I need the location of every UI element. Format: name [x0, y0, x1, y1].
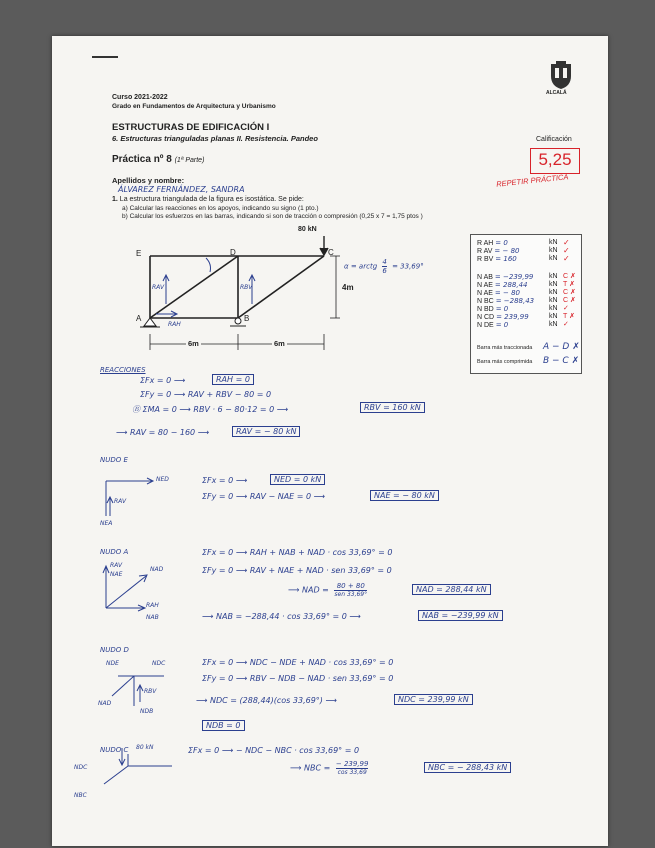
truss-diagram	[52, 36, 608, 846]
span-2-dimension: 6m	[274, 339, 285, 348]
result-unit: kN	[549, 255, 558, 262]
node-e-ned: NED	[156, 476, 169, 483]
node-e-label: E	[136, 249, 142, 258]
node-d-title: NUDO D	[100, 646, 129, 654]
node-c-ndc: NDC	[74, 764, 88, 771]
eq-node-e-1: ΣFx = 0 ⟶	[202, 476, 248, 485]
alpha-num: 4	[382, 258, 387, 266]
node-a-rah: RAH	[146, 602, 159, 609]
logo-text: ALCALÁ	[546, 90, 567, 96]
result-unit: kN	[549, 305, 558, 312]
eq-reactions-4: ⟶ RAV = 80 − 160 ⟶	[116, 428, 210, 437]
topic: 6. Estructuras trianguladas planas II. Resistencia. Pandeo	[112, 134, 318, 143]
eq-node-a-3-pre: ⟶ NAD =	[288, 585, 329, 595]
eq-node-a-4-result: NAB = −239,99 kN	[418, 610, 503, 621]
eq-node-a-3-result: NAD = 288,44 kN	[412, 584, 491, 595]
eq-node-c-2-den: cos 33,69	[337, 769, 367, 776]
node-d-nde: NDE	[106, 660, 119, 667]
result-mark: ✓	[563, 246, 570, 255]
eq-reactions-3: Ⓑ ΣMA = 0 ⟶ RBV · 6 − 80·12 = 0 ⟶	[132, 405, 289, 414]
eq-node-c-2-result: NBC = − 288,43 kN	[424, 762, 511, 773]
exercise-item-a: a) Calcular las reacciones en los apoyos, indicando su signo (1 pto.)	[122, 205, 319, 212]
eq-node-c-2	[290, 760, 371, 776]
result-unit: kN	[549, 273, 558, 280]
node-a-nad: NAD	[150, 566, 164, 573]
result-mark: C ✗	[563, 297, 576, 304]
eq-node-c-2-num: − 239,99	[335, 760, 369, 768]
course-year: Curso 2021-2022	[112, 94, 168, 101]
node-d-nad: NAD	[98, 700, 112, 707]
node-c-title: NUDO C	[100, 746, 129, 754]
span-1-dimension: 6m	[188, 339, 199, 348]
node-e-rav: RAV	[114, 498, 127, 505]
height-dimension: 4m	[342, 283, 354, 292]
student-label: Apellidos y nombre:	[112, 176, 185, 185]
result-row: N CD = 239,99	[477, 313, 529, 321]
result-row: N AE = − 80	[477, 289, 520, 297]
exercise-text: La estructura triangulada de la figura es isostática. Se pide:	[119, 196, 304, 203]
eq-node-a-4: ⟶ NAB = −288,44 · cos 33,69° = 0 ⟶	[202, 612, 361, 621]
document-sheet	[52, 36, 608, 846]
node-b-label: B	[244, 314, 250, 323]
max-tension-label: Barra más traccionada	[477, 345, 533, 351]
eq-reactions-4-result: RAV = − 80 kN	[232, 426, 300, 437]
eq-node-a-3	[288, 582, 370, 598]
node-a-nae: NAE	[110, 571, 123, 578]
result-mark: T ✗	[563, 281, 575, 288]
result-mark: C ✗	[563, 289, 576, 296]
eq-node-c-1: ΣFx = 0 ⟶ − NDC − NBC · cos 33,69° = 0	[188, 746, 360, 755]
node-a-nab: NAB	[146, 614, 159, 621]
node-d-rbv: RBV	[144, 688, 157, 695]
result-unit: kN	[549, 281, 558, 288]
eq-node-a-2: ΣFy = 0 ⟶ RAV + NAE + NAD · sen 33,69° = 0	[202, 566, 392, 575]
eq-node-d-3: ⟶ NDC = (288,44)(cos 33,69°) ⟶	[196, 696, 337, 705]
eq-reactions-1-result: RAH = 0	[212, 374, 254, 385]
exercise-number: 1.	[112, 196, 118, 203]
eq-node-a-1: ΣFx = 0 ⟶ RAH + NAB + NAD · cos 33,69° = 0	[202, 548, 393, 557]
node-d-ndb: NDB	[140, 708, 154, 715]
alpha-den: 6	[382, 267, 387, 275]
fig-rav: RAV	[152, 284, 165, 291]
eq-node-a-3-num: 80 + 80	[334, 582, 367, 591]
load-arrow	[320, 236, 328, 255]
result-unit: kN	[549, 321, 558, 328]
max-comp-label: Barra más comprimida	[477, 359, 533, 365]
support-b-icon	[235, 318, 241, 324]
node-e-title: NUDO E	[100, 456, 128, 464]
support-a-icon	[144, 318, 156, 326]
node-a-rav: RAV	[110, 562, 123, 569]
result-unit: kN	[549, 239, 558, 246]
max-tension-value: A − D ✗	[543, 342, 580, 352]
result-row: N BC = −288,43	[477, 297, 535, 305]
node-c-label: C	[328, 248, 334, 257]
fig-rah: RAH	[168, 321, 181, 328]
fig-rbv: RBV	[240, 284, 253, 291]
result-mark: ✓	[563, 321, 569, 328]
result-row: N AE = 288,44	[477, 281, 528, 289]
load-label: 80 kN	[298, 226, 317, 233]
eq-reactions-3-result: RBV = 160 kN	[360, 402, 425, 413]
practice-part: (1ª Parte)	[174, 157, 205, 164]
node-c-nbc: NBC	[74, 792, 87, 799]
result-row: R AH = 0	[477, 239, 508, 247]
results-panel	[470, 234, 582, 374]
result-mark: ✓	[563, 305, 569, 312]
grade-label: Calificación	[536, 136, 572, 143]
subject-title: ESTRUCTURAS DE EDIFICACIÓN I	[112, 122, 270, 133]
eq-node-a-3-den: sen 33,69°	[334, 591, 368, 598]
node-d-ndc: NDC	[152, 660, 166, 667]
eq-reactions-2: ΣFy = 0 ⟶ RAV + RBV − 80 = 0	[140, 390, 272, 399]
result-row: R BV = 160	[477, 255, 517, 263]
eq-node-d-4-result: NDB = 0	[202, 720, 245, 731]
student-name: ÁLVAREZ FERNÁNDEZ, SANDRA	[118, 185, 245, 194]
result-mark: ✓	[563, 238, 570, 247]
eq-node-e-2: ΣFy = 0 ⟶ RAV − NAE = 0 ⟶	[202, 492, 326, 501]
eq-node-d-2: ΣFy = 0 ⟶ RBV − NDB − NAD · sen 33,69° = 0	[202, 674, 394, 683]
result-row: N DE = 0	[477, 321, 509, 329]
result-mark: T ✗	[563, 313, 575, 320]
eq-reactions-1: ΣFx = 0 ⟶	[140, 376, 186, 385]
exercise-item-b: b) Calcular los esfuerzos en las barras, indicando si son de tracción o compresión (0,25 x 7 = 1,75 ptos )	[122, 213, 423, 220]
node-a-title: NUDO A	[100, 548, 129, 556]
node-c-load: 80 kN	[136, 744, 154, 751]
alpha-res: = 33,69°	[392, 262, 424, 271]
result-row: R AV = − 80	[477, 247, 520, 255]
result-row: N BD = 0	[477, 305, 509, 313]
max-comp-value: B − C ✗	[543, 356, 580, 366]
practice-label: Práctica nº 8	[112, 154, 172, 165]
result-mark: ✓	[563, 254, 570, 263]
grade-value: 5,25	[538, 150, 572, 169]
result-row: N AB = −239,99	[477, 273, 534, 281]
alpha-equation	[344, 258, 424, 275]
node-a-label: A	[136, 314, 142, 323]
result-unit: kN	[549, 313, 558, 320]
result-unit: kN	[549, 297, 558, 304]
node-e-nea: NEA	[100, 520, 113, 527]
eq-node-e-2-result: NAE = − 80 kN	[370, 490, 439, 501]
eq-node-d-1: ΣFx = 0 ⟶ NDC − NDE + NAD · cos 33,69° = 0	[202, 658, 394, 667]
alpha-eq-label: α = arctg	[344, 262, 378, 271]
eq-node-e-1-result: NED = 0 kN	[270, 474, 325, 485]
result-unit: kN	[549, 289, 558, 296]
result-mark: C ✗	[563, 273, 576, 280]
degree: Grado en Fundamentos de Arquitectura y Urbanismo	[112, 103, 276, 110]
eq-node-c-2-pre: ⟶ NBC =	[290, 763, 331, 773]
result-unit: kN	[549, 247, 558, 254]
node-d-label: D	[230, 248, 236, 257]
reactions-title: REACCIONES	[100, 366, 146, 374]
grade-note: REPETIR PRÁCTICA	[495, 172, 569, 189]
eq-node-d-3-result: NDC = 239,99 kN	[394, 694, 473, 705]
